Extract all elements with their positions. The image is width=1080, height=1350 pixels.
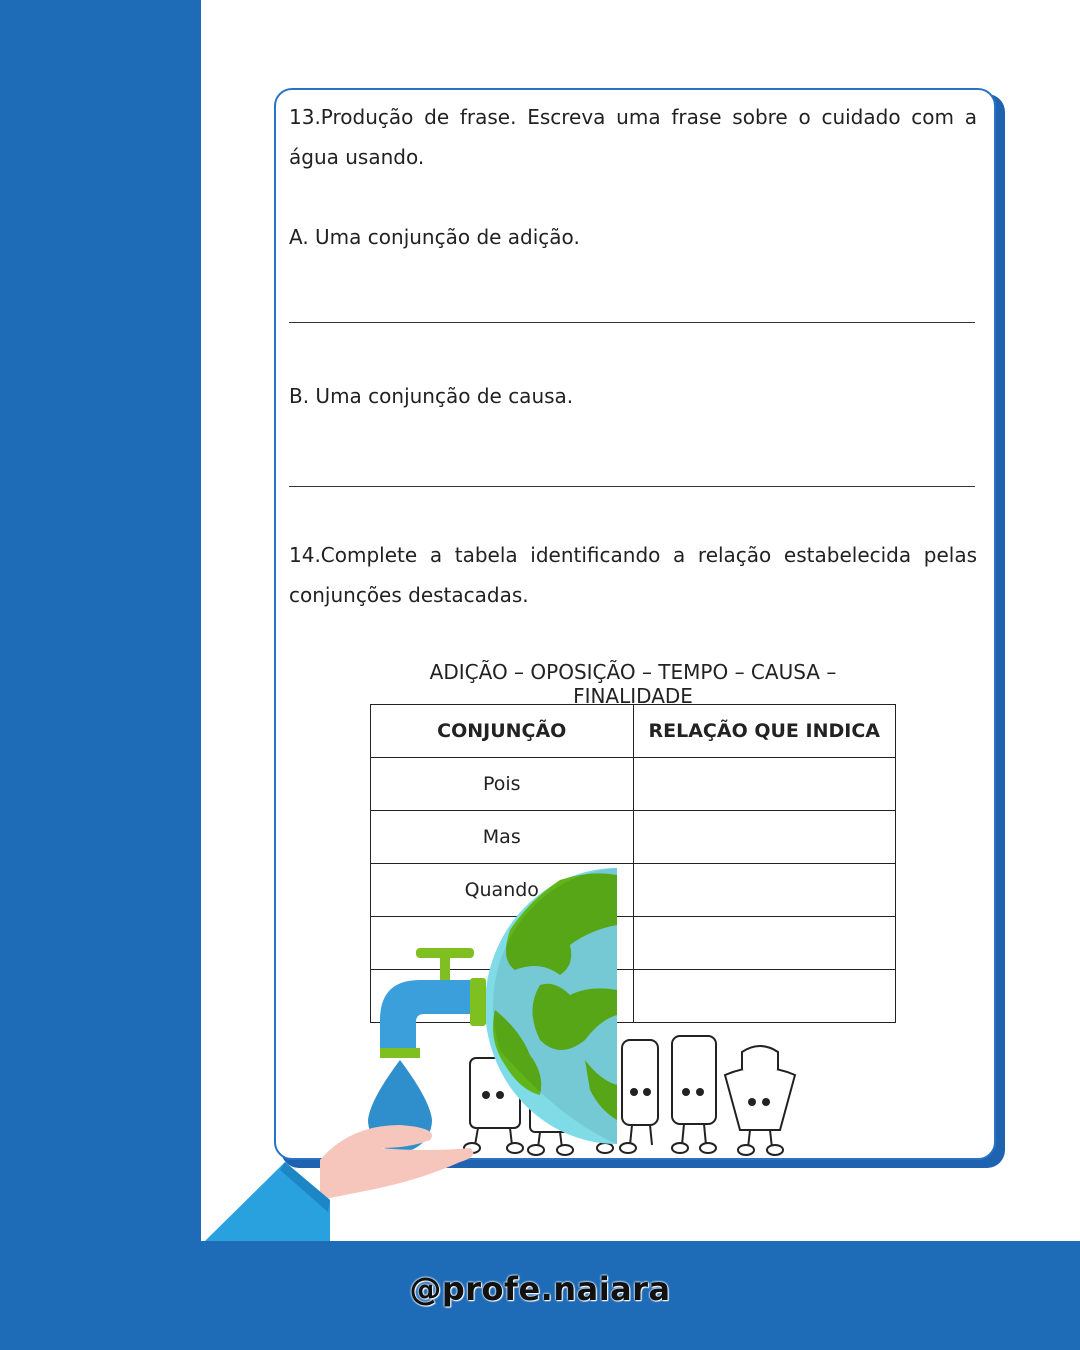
exercise-14-prompt: 14.Complete a tabela identificando a relação estabelecida pelas conjunções destacadas. xyxy=(289,543,977,607)
faucet-icon xyxy=(380,948,486,1058)
cell-conjunction: Pois xyxy=(371,758,634,811)
cell-conjunction: Mas xyxy=(371,811,634,864)
word-bank: ADIÇÃO – OPOSIÇÃO – TEMPO – CAUSA – FINALIDADE xyxy=(429,660,837,708)
exercise-13-item-b: B. Uma conjunção de causa. xyxy=(289,384,574,408)
author-handle[interactable]: @profe.naiara xyxy=(409,1270,671,1308)
exercise-13-prompt: 13.Produção de frase. Escreva uma frase sobre o cuidado com a água usando. xyxy=(289,105,977,169)
exercise-13-item-a: A. Uma conjunção de adição. xyxy=(289,225,580,249)
header-conjunction: CONJUNÇÃO xyxy=(371,705,634,758)
hand-icon xyxy=(205,1125,473,1241)
cell-conjunction: Quando xyxy=(371,864,634,917)
header-relation: RELAÇÃO QUE INDICA xyxy=(633,705,896,758)
